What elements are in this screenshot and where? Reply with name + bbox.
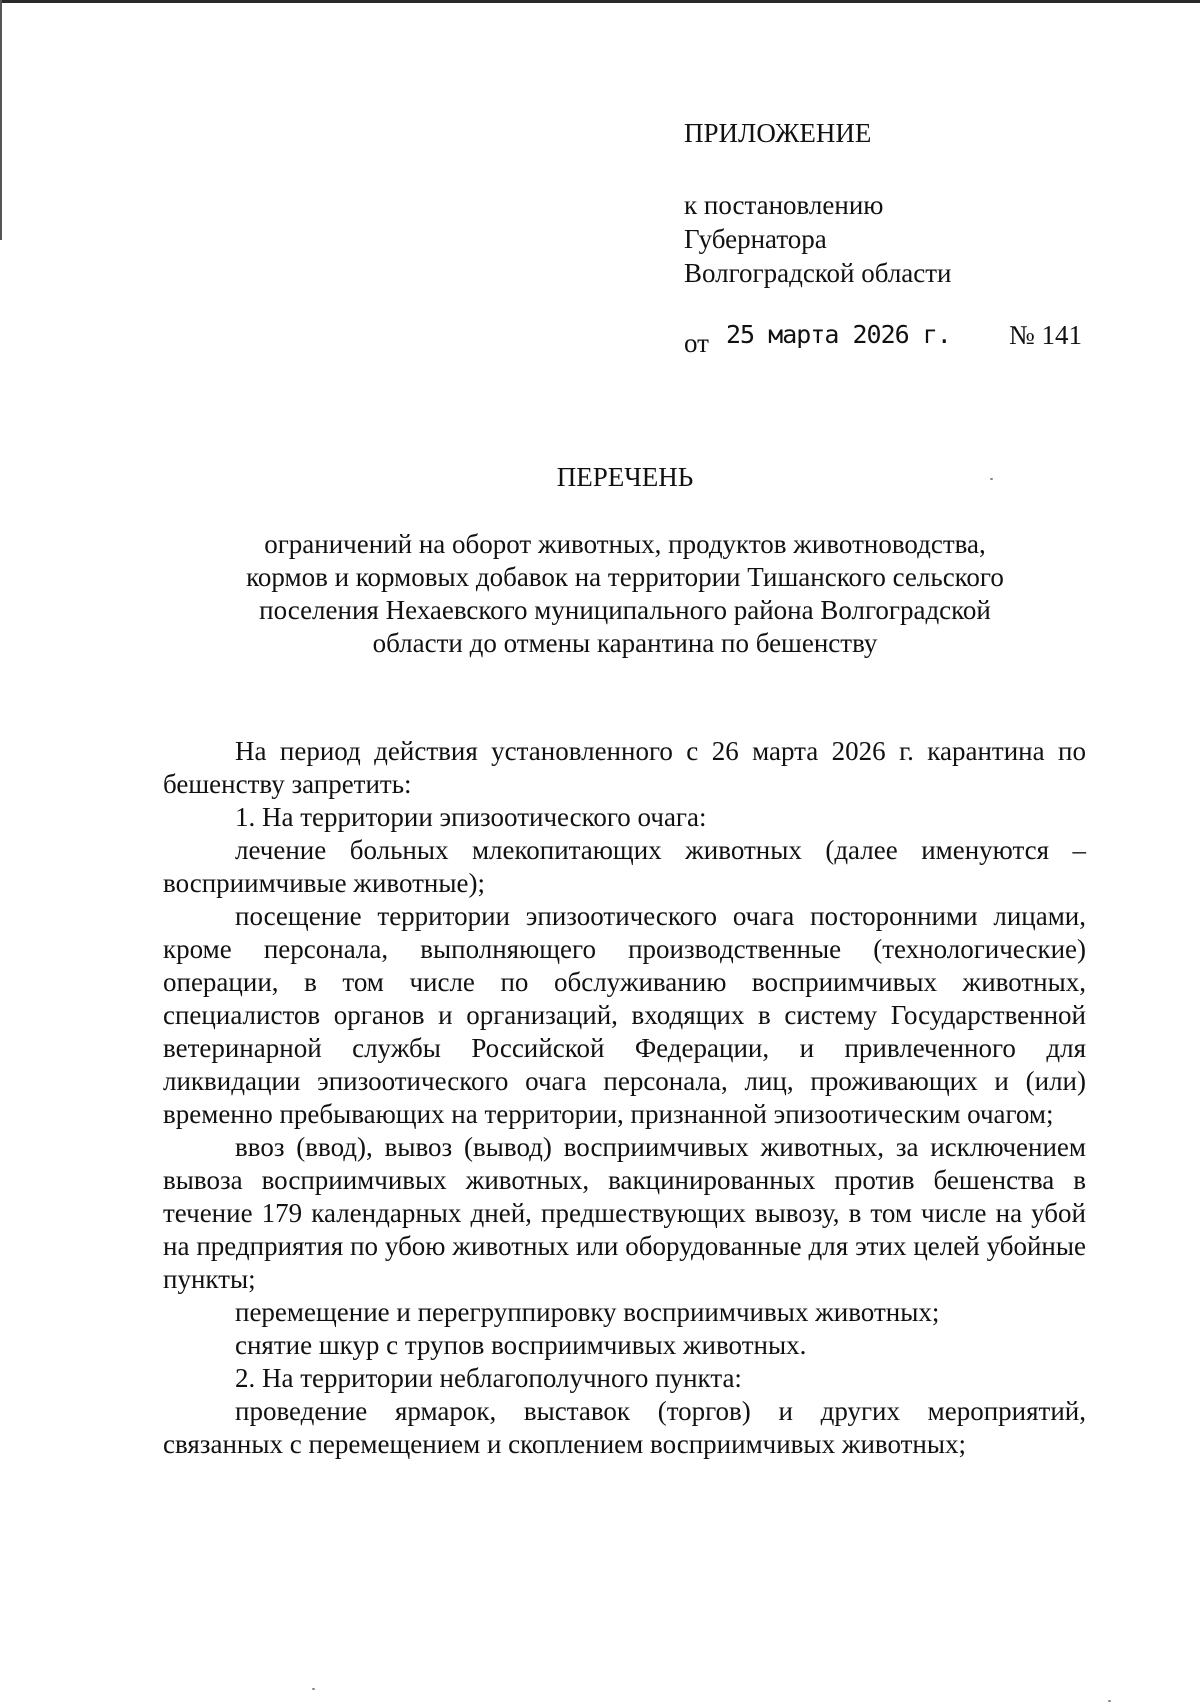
body-paragraph: лечение больных млекопитающих животных (далее именуются – восприимчивые животные);	[163, 835, 1086, 898]
subtitle-line: кормов и кормовых добавок на территории Тишанского сельского	[246, 562, 1004, 592]
section-heading: 1. На территории эпизоотического очага:	[235, 802, 707, 832]
body-paragraph: проведение ярмарок, выставок (торгов) и других мероприятий, связанных с перемещением и скоплением восприимчивых животных;	[163, 1396, 1086, 1459]
section-heading: 2. На территории неблагополучного пункта:	[235, 1363, 742, 1393]
scan-speck	[312, 1688, 315, 1690]
appendix-header	[684, 116, 1104, 290]
decree-number: № 141	[1009, 320, 1083, 350]
appendix-title: ПРИЛОЖЕНИЕ	[684, 118, 872, 148]
document-body	[163, 735, 1086, 1461]
subtitle-line: области до отмены карантина по бешенству	[372, 628, 878, 658]
appendix-reference	[684, 188, 1104, 290]
decree-date: 25 марта 2026 г.	[726, 320, 951, 349]
appendix-line: Волгоградской области	[684, 258, 952, 288]
appendix-line: Губернатора	[684, 224, 827, 254]
scan-speck	[1108, 1700, 1111, 1702]
appendix-line: к постановлению	[684, 190, 884, 220]
body-paragraph: снятие шкур с трупов восприимчивых животных.	[235, 1330, 807, 1360]
subtitle-line: ограничений на оборот животных, продуктов животноводства,	[264, 529, 986, 559]
scan-border-left	[0, 0, 2, 240]
body-paragraph: На период действия установленного с 26 марта 2026 г. карантина по бешенству запретить:	[163, 736, 1086, 799]
body-paragraph: перемещение и перегруппировку восприимчивых животных;	[235, 1297, 940, 1327]
scan-border-top	[0, 0, 1200, 3]
body-paragraph: ввоз (ввод), вывоз (вывод) восприимчивых животных, за исключением вывоза восприимчивых животных, вакцинированных против бешенства в течение 179 календарных дней, предшествующих вывозу, в том числе на убой на предприятия по убою животных или оборудованные для этих целей убойные пункты;	[163, 1132, 1086, 1294]
body-paragraph: посещение территории эпизоотического очага посторонними лицами, кроме персонала, выполняющего производственные (технологические) операции, в том числе по обслуживанию восприимчивых животных, специалистов органов и организаций, входящих в систему Государственной ветеринарной службы Российской Федерации, и привлеченного для ликвидации эпизоотического очага персонала, лиц, проживающих и (или) временно пребывающих на территории, признанной эпизоотическим очагом;	[163, 901, 1086, 1129]
document-title: ПЕРЕЧЕНЬ	[556, 462, 694, 492]
subtitle-line: поселения Нехаевского муниципального района Волгоградской	[259, 595, 991, 625]
document-subtitle	[160, 528, 1090, 660]
date-prefix: от	[684, 328, 709, 358]
